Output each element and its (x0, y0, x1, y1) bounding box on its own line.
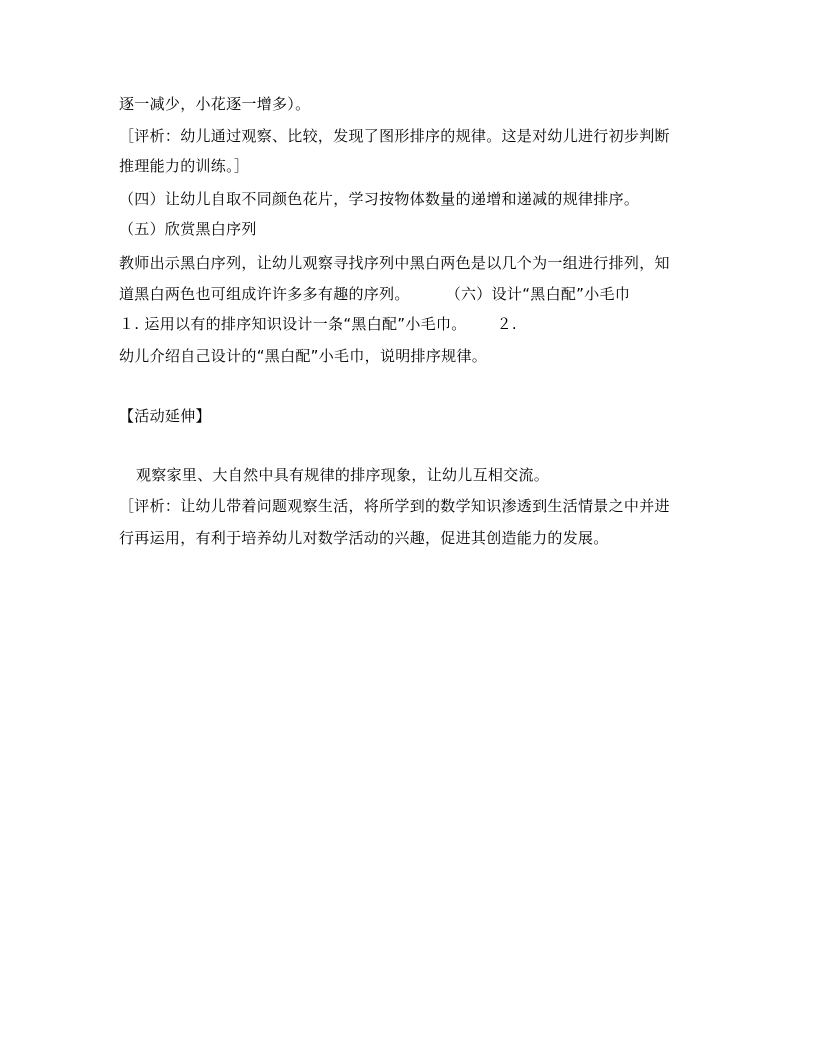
list-item-two-number: ２. (496, 315, 517, 333)
paragraph-line: 观察家里、大自然中具有规律的排序现象，让幼儿互相交流。 (136, 466, 550, 484)
list-item-one: １. 运用以有的排序知识设计一条“黑白配”小毛巾。 (119, 315, 467, 333)
step-four-line: （四）让幼儿自取不同颜色花片，学习按物体数量的递增和递减的规律排序。 (119, 190, 640, 208)
paragraph-line (119, 283, 630, 305)
step-six-heading: （六）设计“黑白配”小毛巾 (445, 285, 631, 303)
evaluation-note-line: 推理能力的训练。］ (119, 157, 250, 175)
evaluation-note-line: ［评析：让幼儿带着问题观察生活，将所学到的数学知识渗透到生活情景之中并进 (119, 497, 670, 515)
paragraph-line: 逐一减少，小花逐一增多）。 (119, 95, 311, 113)
paragraph-line: 教师出示黑白序列，让幼儿观察寻找序列中黑白两色是以几个为一组进行排列，知 (119, 254, 670, 272)
paragraph-line: 幼儿介绍自己设计的“黑白配”小毛巾，说明排序规律。 (119, 347, 488, 365)
evaluation-note-line: 行再运用，有利于培养幼儿对数学活动的兴趣，促进其创造能力的发展。 (119, 529, 609, 547)
paragraph-text: 道黑白两色也可组成许许多多有趣的序列。 (119, 285, 410, 303)
list-item (119, 313, 517, 335)
section-heading: 【活动延伸】 (119, 407, 211, 425)
evaluation-note-line: ［评析：幼儿通过观察、比较，发现了图形排序的规律。这是对幼儿进行初步判断 (119, 127, 670, 145)
step-five-heading: （五）欣赏黑白序列 (119, 220, 257, 238)
